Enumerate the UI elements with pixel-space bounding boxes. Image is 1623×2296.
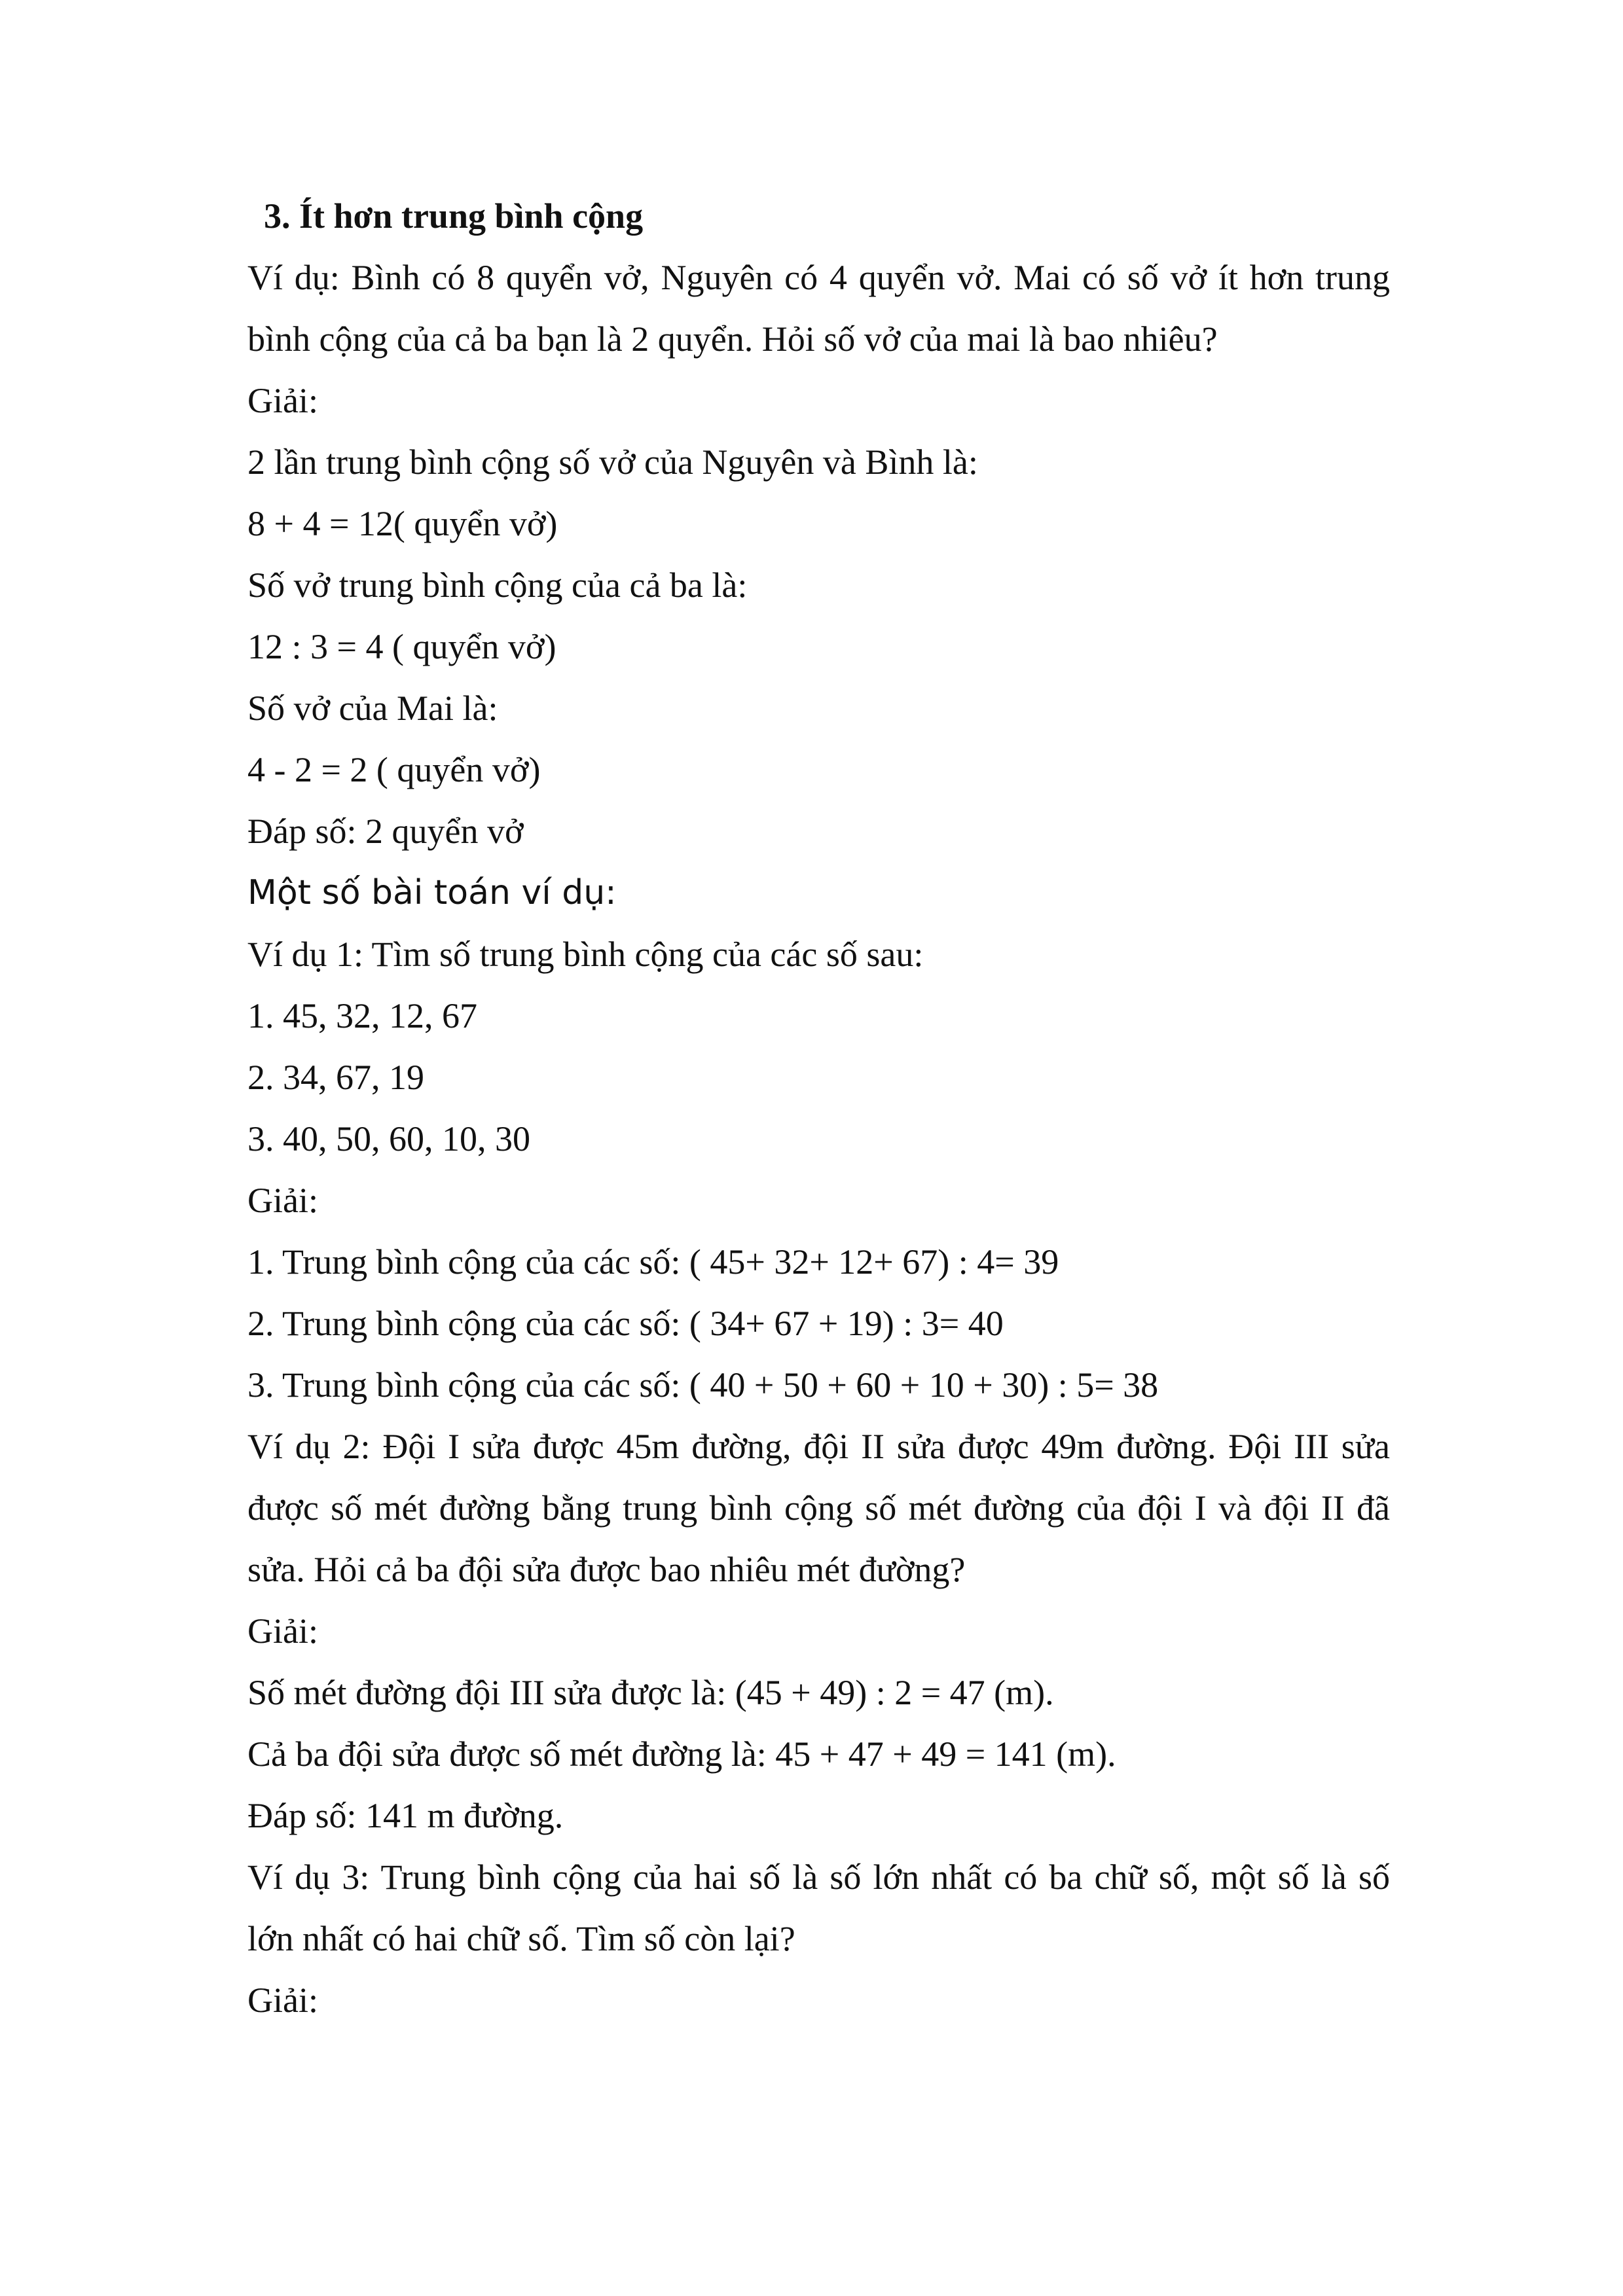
example-question: Ví dụ 1: Tìm số trung bình cộng của các số sau: [247,935,924,974]
solution-label: Giải: [247,381,318,420]
solution-step: 3. Trung bình cộng của các số: ( 40 + 50 + 60 + 10 + 30) : 5= 38 [247,1365,1159,1405]
solution-step: 2. Trung bình cộng của các số: ( 34+ 67 + 19) : 3= 40 [247,1304,1004,1343]
solution-step: 4 - 2 = 2 ( quyển vở) [247,750,541,789]
solution-label: Giải: [247,1611,318,1651]
solution-step: 2 lần trung bình cộng số vở của Nguyên và Bình là: [247,442,978,482]
solution-step: Số vở của Mai là: [247,689,498,728]
solution-step: Số vở trung bình cộng của cả ba là: [247,565,748,605]
examples-heading: Một số bài toán ví dụ: [247,873,617,912]
section-title: 3. Ít hơn trung bình cộng [264,196,644,236]
answer-line: Đáp số: 141 m đường. [247,1796,564,1835]
example-question-line: Ví dụ 3: Trung bình cộng của hai số là số lớn nhất có ba chữ số, một số là số [247,1857,1390,1897]
solution-step: 1. Trung bình cộng của các số: ( 45+ 32+ 12+ 67) : 4= 39 [247,1242,1059,1282]
solution-step: 12 : 3 = 4 ( quyển vở) [247,627,556,666]
solution-label: Giải: [247,1981,318,2020]
example-question-line: được số mét đường bằng trung bình cộng số mét đường của đội I và đội II đã [247,1488,1390,1528]
example-question-line: sửa. Hỏi cả ba đội sửa được bao nhiêu mét đường? [247,1550,966,1589]
solution-step: Số mét đường đội III sửa được là: (45 + 49) : 2 = 47 (m). [247,1673,1054,1712]
answer-line: Đáp số: 2 quyển vở [247,812,524,851]
solution-step: Cả ba đội sửa được số mét đường là: 45 + 47 + 49 = 141 (m). [247,1734,1116,1774]
list-item: 3. 40, 50, 60, 10, 30 [247,1119,530,1158]
example-question-line: Ví dụ 2: Đội I sửa được 45m đường, đội II sửa được 49m đường. Đội III sửa [247,1427,1390,1466]
solution-label: Giải: [247,1181,318,1220]
example-question-line: lớn nhất có hai chữ số. Tìm số còn lại? [247,1919,795,1958]
example-text-line: Ví dụ: Bình có 8 quyển vở, Nguyên có 4 quyển vở. Mai có số vở ít hơn trung [247,258,1390,297]
list-item: 1. 45, 32, 12, 67 [247,996,477,1035]
list-item: 2. 34, 67, 19 [247,1058,424,1097]
solution-step: 8 + 4 = 12( quyển vở) [247,504,558,543]
example-text-line: bình cộng của cả ba bạn là 2 quyển. Hỏi số vở của mai là bao nhiêu? [247,319,1218,359]
